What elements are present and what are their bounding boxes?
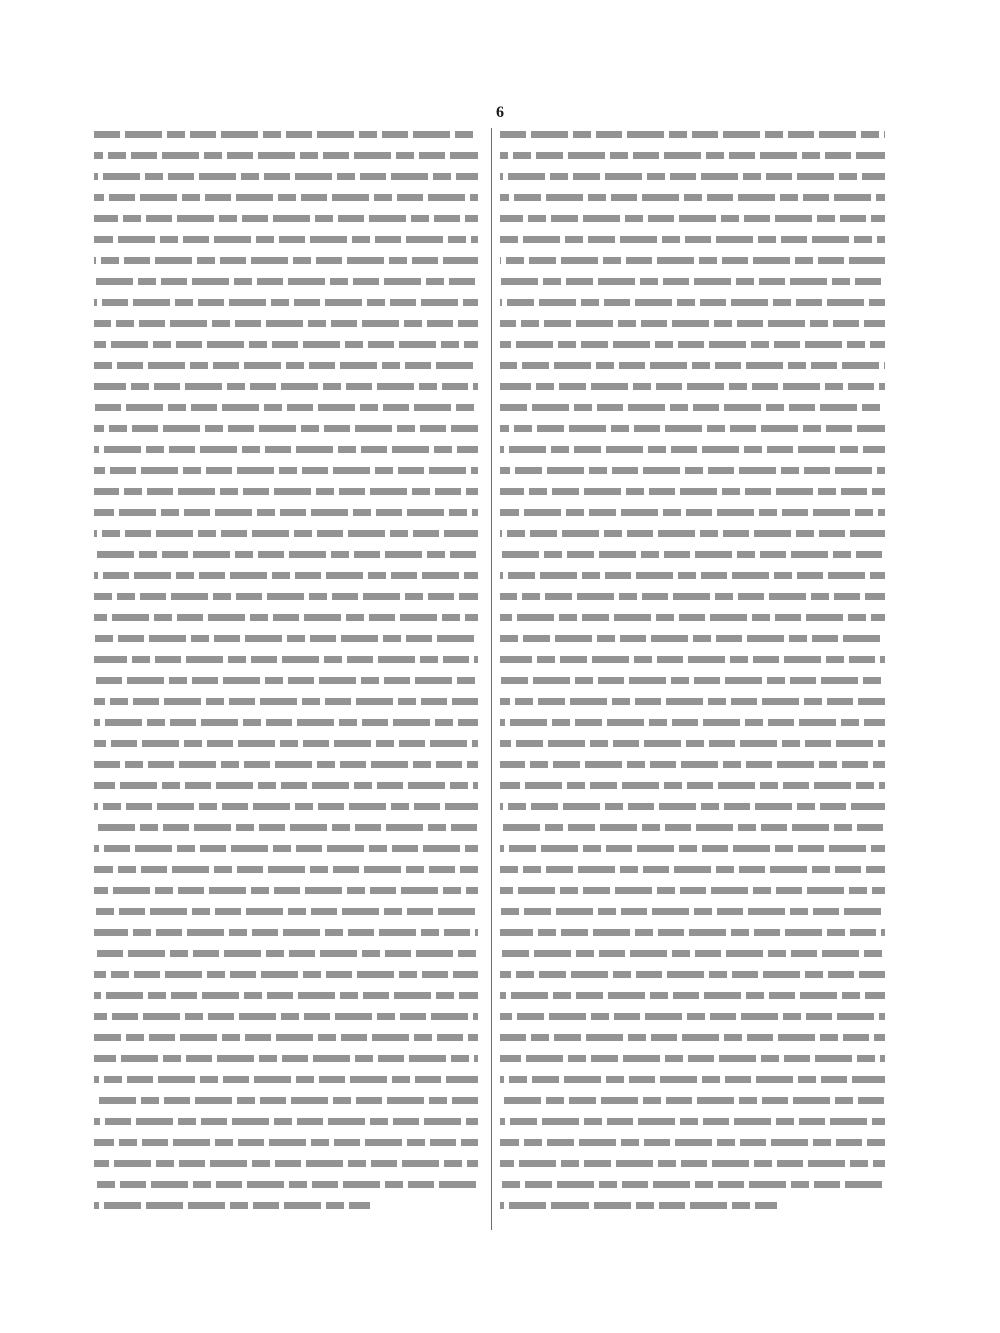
text-line [500, 887, 885, 894]
text-line [94, 572, 478, 579]
text-line [94, 971, 478, 978]
text-line [500, 341, 885, 348]
text-line [94, 593, 478, 600]
text-line [94, 1013, 478, 1020]
page-number: 6 [496, 104, 504, 121]
text-line [94, 761, 478, 768]
text-line [500, 824, 885, 831]
text-line [500, 152, 885, 159]
text-line [500, 593, 885, 600]
text-line [94, 929, 478, 936]
text-line [94, 152, 478, 159]
text-line [500, 1055, 885, 1062]
text-line [94, 1202, 370, 1209]
text-line [94, 1034, 478, 1041]
text-line [94, 1118, 478, 1125]
text-line [94, 299, 478, 306]
text-line [94, 824, 478, 831]
text-line [500, 1118, 885, 1125]
text-line [94, 446, 478, 453]
text-line [500, 761, 885, 768]
text-line [94, 383, 478, 390]
text-line [500, 194, 885, 201]
text-line [500, 950, 885, 957]
text-line [94, 845, 478, 852]
text-line [500, 383, 885, 390]
text-line [94, 320, 478, 327]
text-line [94, 992, 478, 999]
text-line [500, 698, 885, 705]
text-line [500, 425, 885, 432]
text-line [500, 740, 885, 747]
text-line [94, 509, 478, 516]
text-line [94, 215, 478, 222]
text-column-right [500, 131, 885, 1221]
text-line [500, 677, 885, 684]
text-line [94, 131, 478, 138]
text-line [500, 719, 885, 726]
text-line [500, 908, 885, 915]
text-line [94, 1097, 478, 1104]
text-line [94, 362, 478, 369]
text-line [94, 194, 478, 201]
text-line [500, 173, 885, 180]
text-line [94, 425, 478, 432]
text-line [94, 257, 478, 264]
text-line [500, 215, 885, 222]
text-line [94, 719, 478, 726]
text-column-left [94, 131, 478, 1226]
text-line [500, 992, 885, 999]
text-line [500, 131, 885, 138]
text-line [500, 236, 885, 243]
text-line [500, 803, 885, 810]
text-line [94, 887, 478, 894]
text-line [500, 971, 885, 978]
text-line [500, 404, 885, 411]
text-line [94, 803, 478, 810]
text-line [94, 278, 478, 285]
text-line [94, 698, 478, 705]
text-line [94, 740, 478, 747]
text-line [500, 1076, 885, 1083]
text-line [94, 1139, 478, 1146]
text-line [94, 635, 478, 642]
text-line [94, 1076, 478, 1083]
text-line [500, 467, 885, 474]
text-line [94, 1160, 478, 1167]
text-line [94, 908, 478, 915]
text-line [500, 1181, 885, 1188]
text-line [500, 299, 885, 306]
text-line [500, 446, 885, 453]
text-line [500, 656, 885, 663]
text-line [500, 614, 885, 621]
text-line [500, 1139, 885, 1146]
text-line [94, 782, 478, 789]
text-line [500, 551, 885, 558]
text-line [500, 929, 885, 936]
text-line [94, 677, 478, 684]
text-line [500, 488, 885, 495]
text-line [94, 467, 478, 474]
text-line [94, 488, 478, 495]
text-line [500, 1034, 885, 1041]
text-line [500, 278, 885, 285]
column-divider [491, 128, 492, 1230]
text-line [500, 1013, 885, 1020]
text-line [94, 341, 478, 348]
text-line [500, 1097, 885, 1104]
text-line [94, 404, 478, 411]
text-line [94, 950, 478, 957]
text-line [94, 1055, 478, 1062]
text-line [94, 1181, 478, 1188]
text-line [500, 257, 885, 264]
text-line [94, 236, 478, 243]
text-line [94, 656, 478, 663]
text-line [500, 845, 885, 852]
text-line [94, 530, 478, 537]
text-line [500, 509, 885, 516]
text-line [500, 362, 885, 369]
text-line [94, 866, 478, 873]
text-line [500, 1202, 777, 1209]
text-line [500, 572, 885, 579]
text-line [94, 614, 478, 621]
text-line [500, 1160, 885, 1167]
text-line [94, 551, 478, 558]
text-line [500, 530, 885, 537]
text-line [500, 782, 885, 789]
text-line [94, 173, 478, 180]
text-line [500, 320, 885, 327]
text-line [500, 866, 885, 873]
text-line [500, 635, 885, 642]
